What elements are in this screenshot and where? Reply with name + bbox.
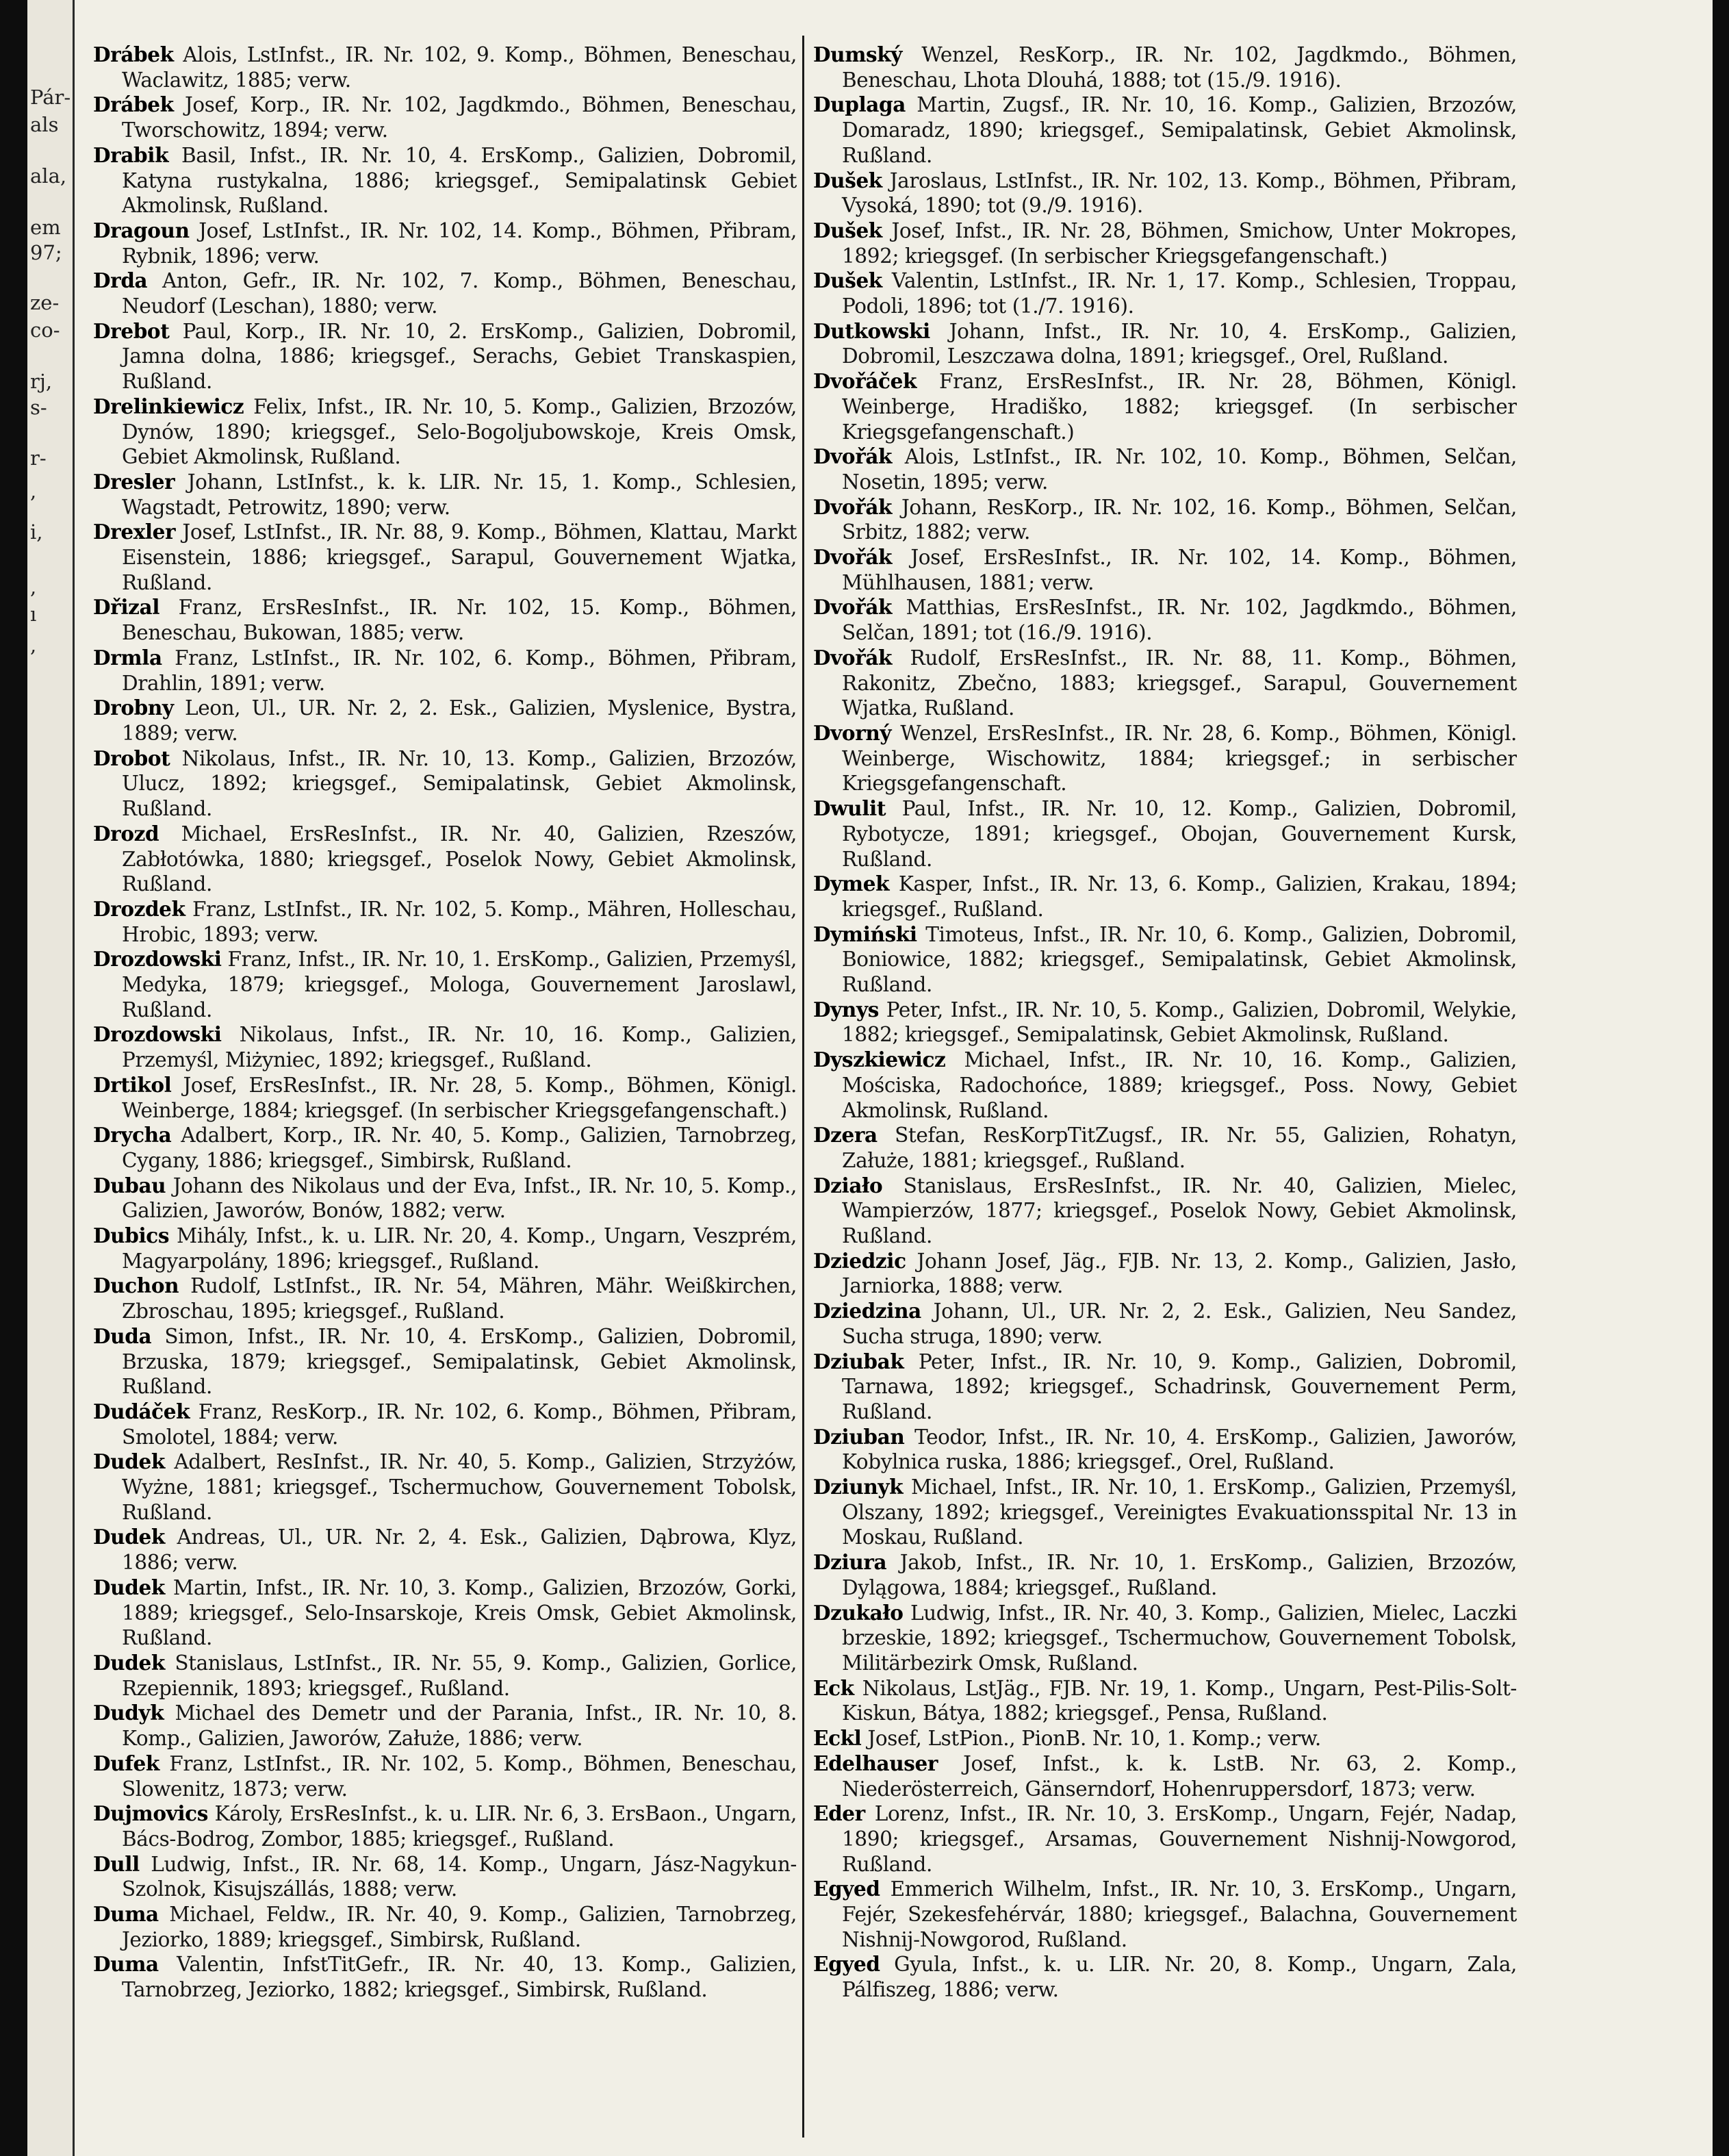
entry-details: Johann des Nikolaus und der Eva, Infst., IR. Nr. 10, 5. Komp., Galizien, Jaworów, Bonów, 1882; verw. [122,1174,797,1223]
entry-details: Josef, ErsResInfst., IR. Nr. 102, 14. Komp., Böhmen, Mühlhausen, 1881; verw. [842,546,1517,594]
entry-surname: Dujmovics [93,1801,208,1826]
entry-surname: Dubau [93,1173,166,1197]
entry-details: Michael, ErsResInfst., IR. Nr. 40, Galizien, Rzeszów, Zabłotówka, 1880; kriegsgef., Poselok Nowy, Gebiet Akmolinsk, Rußland. [122,822,797,896]
entry-details: Peter, Infst., IR. Nr. 10, 5. Komp., Galizien, Dobromil, Welykie, 1882; kriegsgef., Semipalatinsk, Gebiet Akmolinsk, Rußland. [842,998,1517,1047]
entry-surname: Drtikol [93,1072,172,1097]
entry-details: Károly, ErsResInfst., k. u. LIR. Nr. 6, 3. ErsBaon., Ungarn, Bács-Bodrog, Zombor, 1885; kriegsgef., Rußland. [122,1802,797,1851]
register-entry [93,897,797,947]
entry-details: Johann Josef, Jäg., FJB. Nr. 13, 2. Komp., Galizien, Jasło, Jarniorka, 1888; verw. [842,1249,1517,1298]
entry-surname: Dušek [813,218,882,242]
entry-details: Franz, Infst., IR. Nr. 10, 1. ErsKomp., Galizien, Przemyśl, Medyka, 1879; kriegsgef., Mologa, Gouvernement Jaroslawl, Rußland. [122,948,797,1022]
register-entry [93,1902,797,1952]
entry-surname: Duchon [93,1273,179,1298]
register-entry [93,1575,797,1651]
entry-details: Valentin, InfstTitGefr., IR. Nr. 40, 13. Komp., Galizien, Tarnobrzeg, Jeziorko, 1882; kriegsgef., Simbirsk, Rußland. [122,1953,797,2002]
entry-surname: Dwulit [813,796,886,821]
entry-details: Timoteus, Infst., IR. Nr. 10, 6. Komp., Galizien, Dobromil, Boniowice, 1882; kriegsgef., Semipalatinsk, Gebiet Akmolinsk, Rußland. [842,922,1517,997]
paper-sheet [27,0,1713,2156]
entry-surname: Drábek [93,92,174,117]
entry-surname: Eck [813,1675,854,1700]
register-entry [93,1449,797,1525]
entry-details: Alois, LstInfst., IR. Nr. 102, 10. Komp., Böhmen, Selčan, Nosetin, 1895; verw. [842,445,1517,494]
entry-surname: Dyszkiewicz [813,1048,946,1072]
entry-surname: Drozdek [93,896,185,921]
entry-surname: Dumský [813,42,903,66]
entry-surname: Dudyk [93,1701,164,1725]
register-entry [93,143,797,218]
register-entry [813,1952,1517,2002]
register-entry [813,1425,1517,1475]
entry-details: Peter, Infst., IR. Nr. 10, 9. Komp., Galizien, Dobromil, Tarnawa, 1892; kriegsgef., Schadrinsk, Gouvernement Perm, Rußland. [842,1349,1517,1423]
entry-surname: Dudáček [93,1399,190,1423]
entry-details: Johann, Ul., UR. Nr. 2, 2. Esk., Galizien, Neu Sandez, Sucha struga, 1890; verw. [842,1299,1517,1348]
entry-surname: Dubics [93,1223,170,1248]
entry-details: Josef, ErsResInfst., IR. Nr. 28, 5. Komp., Böhmen, Königl. Weinberge, 1884; kriegsgef. (In serbischer Kriegsgefangenschaft.) [122,1073,797,1122]
entry-surname: Eckl [813,1726,862,1751]
entry-details: Gyula, Infst., k. u. LIR. Nr. 20, 8. Komp., Ungarn, Zala, Pálfiszeg, 1886; verw. [842,1953,1517,2002]
register-entry [813,1877,1517,1952]
entry-details: Franz, ResKorp., IR. Nr. 102, 6. Komp., Böhmen, Přibram, Smolotel, 1884; verw. [122,1399,797,1449]
register-entry [813,218,1517,268]
margin-fragment: s- [30,396,47,419]
entry-surname: Drobot [93,746,170,770]
entry-details: Josef, LstInfst., IR. Nr. 102, 14. Komp., Böhmen, Přibram, Rybnik, 1896; verw. [122,218,797,268]
register-entry [813,998,1517,1048]
entry-surname: Drozd [93,821,159,846]
register-entry [813,1299,1517,1349]
entry-surname: Edelhauser [813,1751,938,1775]
entry-details: Adalbert, Korp., IR. Nr. 40, 5. Komp., Galizien, Tarnobrzeg, Cygany, 1886; kriegsgef., Simbirsk, Rußland. [122,1124,797,1172]
register-entry [813,1801,1517,1877]
register-entry [813,1676,1517,1726]
entry-surname: Dvořák [813,494,893,519]
register-entry [93,1701,797,1751]
right-column [813,42,1517,2124]
register-entry [93,1399,797,1449]
entry-details: Anton, Gefr., IR. Nr. 102, 7. Komp., Böhmen, Beneschau, Neudorf (Leschan), 1880; verw. [122,269,797,318]
register-entry [813,1174,1517,1249]
entry-details: Franz, ErsResInfst., IR. Nr. 102, 15. Komp., Böhmen, Beneschau, Bukowan, 1885; verw. [122,596,797,645]
entry-details: Josef, Infst., k. k. LstB. Nr. 63, 2. Komp., Niederösterreich, Gänserndorf, Hohenruppersdorf, 1873; verw. [842,1751,1517,1801]
margin-fragment: 97; [30,241,62,264]
register-entry [93,470,797,520]
entry-details: Josef, Korp., IR. Nr. 102, Jagdkmdo., Böhmen, Beneschau, Tworschowitz, 1894; verw. [122,93,797,142]
entry-surname: Dudek [93,1575,165,1599]
entry-surname: Dziunyk [813,1475,904,1499]
entry-details: Kasper, Infst., IR. Nr. 13, 6. Komp., Galizien, Krakau, 1894; kriegsgef., Rußland. [842,872,1517,921]
entry-details: Valentin, LstInfst., IR. Nr. 1, 17. Komp., Schlesien, Troppau, Podoli, 1896; tot (1./7. 1916). [842,269,1517,318]
entry-details: Franz, LstInfst., IR. Nr. 102, 5. Komp., Böhmen, Beneschau, Slowenitz, 1873; verw. [122,1751,797,1801]
register-entry [93,822,797,897]
entry-surname: Drozdowski [93,1022,222,1047]
margin-fragment: ze- [30,291,60,314]
register-entry [93,646,797,696]
entry-details: Emmerich Wilhelm, Infst., IR. Nr. 10, 3. ErsKomp., Ungarn, Fejér, Szekesfehérvár, 1880; kriegsgef., Balachna, Gouvernement Nishnij-Nowgorod, Rußland. [842,1877,1517,1951]
entry-details: Franz, ErsResInfst., IR. Nr. 28, Böhmen, Königl. Weinberge, Hradiško, 1882; kriegsgef. (In serbischer Kriegsgefangenschaft.) [842,370,1517,444]
entry-surname: Dziubak [813,1349,904,1373]
entry-surname: Dutkowski [813,318,930,343]
register-entry [813,545,1517,595]
entry-surname: Dziuban [813,1424,905,1449]
entry-surname: Dvorný [813,720,892,745]
register-entry [813,1349,1517,1425]
entry-surname: Dudek [93,1449,165,1474]
register-entry [93,520,797,595]
entry-surname: Drelinkiewicz [93,394,244,418]
margin-fragment: r- [30,446,47,470]
register-entry [813,1550,1517,1600]
adjacent-page-margin [27,0,75,2156]
register-entry [813,1475,1517,1550]
entry-details: Nikolaus, LstJäg., FJB. Nr. 19, 1. Komp., Ungarn, Pest-Pilis-Solt-Kiskun, Bátya, 1882; kriegsgef., Pensa, Rußland. [842,1676,1517,1725]
margin-fragment: ala, [30,164,67,188]
entry-surname: Dymiński [813,922,917,946]
entry-details: Jaroslaus, LstInfst., IR. Nr. 102, 13. Komp., Böhmen, Přibram, Vysoká, 1890; tot (9./9. 1916). [842,168,1517,218]
register-entry [813,319,1517,369]
entry-surname: Dragoun [93,218,190,242]
entry-details: Paul, Korp., IR. Nr. 10, 2. ErsKomp., Galizien, Dobromil, Jamna dolna, 1886; kriegsgef., Serachs, Gebiet Transkaspien, Rußland. [122,319,797,394]
entry-details: Michael, Feldw., IR. Nr. 40, 9. Komp., Galizien, Tarnobrzeg, Jeziorko, 1889; kriegsgef., Simbirsk, Rußland. [122,1903,797,1951]
register-entry [93,1324,797,1399]
column-divider [802,36,804,2138]
entry-details: Nikolaus, Infst., IR. Nr. 10, 16. Komp., Galizien, Przemyśl, Miżyniec, 1892; kriegsgef., Rußland. [122,1023,797,1072]
entry-surname: Dull [93,1851,140,1876]
entry-details: Matthias, ErsResInfst., IR. Nr. 102, Jagdkmdo., Böhmen, Selčan, 1891; tot (16./9. 1916). [842,596,1517,645]
register-entry [813,42,1517,92]
register-entry [813,872,1517,922]
entry-surname: Drobny [93,696,174,720]
register-entry [93,1651,797,1701]
entry-details: Basil, Infst., IR. Nr. 10, 4. ErsKomp., Galizien, Dobromil, Katyna rustykalna, 1886; kriegsgef., Semipalatinsk Gebiet Akmolinsk, Rußland. [122,143,797,218]
margin-fragment: , [30,575,37,598]
entry-surname: Duma [93,1902,159,1927]
entry-surname: Eder [813,1801,865,1826]
entry-details: Andreas, Ul., UR. Nr. 2, 4. Esk., Galizien, Dąbrowa, Klyz, 1886; verw. [122,1525,797,1575]
entry-details: Franz, LstInfst., IR. Nr. 102, 5. Komp., Mähren, Holleschau, Hrobic, 1893; verw. [122,897,797,946]
entry-details: Stanislaus, LstInfst., IR. Nr. 55, 9. Komp., Galizien, Gorlice, Rzepiennik, 1893; kriegsgef., Rußland. [122,1651,797,1700]
entry-surname: Dzukało [813,1600,904,1625]
entry-details: Simon, Infst., IR. Nr. 10, 4. ErsKomp., Galizien, Dobromil, Brzuska, 1879; kriegsgef., Semipalatinsk, Gebiet Akmolinsk, Rußland. [122,1324,797,1399]
entry-surname: Dufek [93,1751,159,1775]
entry-surname: Dymek [813,872,890,896]
register-entry [813,444,1517,494]
margin-fragment: em [30,216,61,239]
register-entry [93,1525,797,1575]
register-entry [813,268,1517,318]
entry-details: Wenzel, ResKorp., IR. Nr. 102, Jagdkmdo., Böhmen, Beneschau, Lhota Dlouhá, 1888; tot (15./9. 1916). [842,43,1517,92]
register-entry [93,947,797,1022]
entry-surname: Dynys [813,997,879,1022]
entry-details: Michael, Infst., IR. Nr. 10, 1. ErsKomp., Galizien, Przemyśl, Olszany, 1892; kriegsgef., Vereinigtes Evakuationsspital Nr. 13 in Moskau, Rußland. [842,1475,1517,1549]
entry-surname: Dudek [93,1525,165,1549]
entry-details: Alois, LstInfst., IR. Nr. 102, 9. Komp., Böhmen, Beneschau, Waclawitz, 1885; verw. [122,43,797,92]
entry-surname: Drexler [93,520,176,544]
entry-details: Wenzel, ErsResInfst., IR. Nr. 28, 6. Komp., Böhmen, Königl. Weinberge, Wischowitz, 1884; kriegsgef.; in serbischer Kriegsgefangenschaft. [842,721,1517,796]
entry-surname: Dziura [813,1550,887,1575]
register-entry [93,696,797,746]
left-column [93,42,797,2124]
entry-surname: Duma [93,1952,159,1977]
entry-surname: Dvořák [813,444,893,469]
entry-details: Michael, Infst., IR. Nr. 10, 16. Komp., Galizien, Mościska, Radochońce, 1889; kriegsgef., Poss. Nowy, Gebiet Akmolinsk, Rußland. [842,1048,1517,1122]
register-entry [813,1726,1517,1751]
entry-surname: Dziedzic [813,1248,906,1273]
entry-surname: Dvořák [813,645,893,670]
entry-details: Johann, LstInfst., k. k. LIR. Nr. 15, 1. Komp., Schlesien, Wagstadt, Petrowitz, 1890; verw. [122,470,797,519]
entry-surname: Drebot [93,318,170,343]
entry-surname: Dřizal [93,595,160,620]
entry-details: Lorenz, Infst., IR. Nr. 10, 3. ErsKomp., Ungarn, Fejér, Nadap, 1890; kriegsgef., Arsamas, Gouvernement Nishnij-Nowgorod, Rußland. [842,1802,1517,1876]
entry-surname: Dzera [813,1123,878,1147]
margin-fragment: , [30,479,37,503]
entry-details: Josef, Infst., IR. Nr. 28, Böhmen, Smichow, Unter Mokropes, 1892; kriegsgef. (In serbischer Kriegsgefangenschaft.) [842,218,1517,268]
register-entry [93,1123,797,1173]
entry-details: Michael des Demetr und der Parania, Infst., IR. Nr. 10, 8. Komp., Galizien, Jaworów, Załuże, 1886; verw. [122,1701,797,1751]
entry-details: Felix, Infst., IR. Nr. 10, 5. Komp., Galizien, Brzozów, Dynów, 1890; kriegsgef., Selo-Bogoljubowskoje, Kreis Omsk, Gebiet Akmolinsk, Rußland. [122,394,797,469]
entry-surname: Drmla [93,645,162,670]
entry-details: Mihály, Infst., k. u. LIR. Nr. 20, 4. Komp., Ungarn, Veszprém, Magyarpolány, 1896; kriegsgef., Rußland. [122,1224,797,1273]
entry-surname: Drábek [93,42,174,66]
entry-details: Josef, LstPion., PionB. Nr. 10, 1. Komp.; verw. [861,1727,1321,1751]
scan-border [1713,0,1729,2156]
entry-details: Rudolf, LstInfst., IR. Nr. 54, Mähren, Mähr. Weißkirchen, Zbroschau, 1895; kriegsgef., Rußland. [122,1274,797,1323]
entry-surname: Dušek [813,168,882,192]
entry-details: Stanislaus, ErsResInfst., IR. Nr. 40, Galizien, Mielec, Wampierzów, 1877; kriegsgef., Poselok Nowy, Gebiet Akmolinsk, Rußland. [842,1174,1517,1248]
entry-surname: Dušek [813,268,882,293]
register-entry [93,595,797,645]
entry-details: Leon, Ul., UR. Nr. 2, 2. Esk., Galizien, Myslenice, Bystra, 1889; verw. [122,696,797,745]
register-entry [813,168,1517,218]
margin-fragment: , [30,633,37,657]
margin-fragment: Pár- [30,86,71,109]
entry-details: Ludwig, Infst., IR. Nr. 40, 3. Komp., Galizien, Mielec, Laczki brzeskie, 1892; kriegsgef., Tschermuchow, Gouvernement Tobolsk, Militärbezirk Omsk, Rußland. [842,1601,1517,1675]
register-entry [93,1273,797,1323]
entry-surname: Działo [813,1173,883,1197]
entry-surname: Duda [93,1323,152,1348]
register-entry [93,394,797,470]
entry-details: Josef, LstInfst., IR. Nr. 88, 9. Komp., Böhmen, Klattau, Markt Eisenstein, 1886; kriegsgef., Sarapul, Gouvernement Wjatka, Rußland. [122,520,797,594]
register-entry [93,319,797,394]
register-entry [813,646,1517,721]
register-entry [93,1174,797,1223]
entry-details: Paul, Infst., IR. Nr. 10, 12. Komp., Galizien, Dobromil, Rybotycze, 1891; kriegsgef., Obojan, Gouvernement Kursk, Rußland. [842,797,1517,871]
entry-details: Johann, ResKorp., IR. Nr. 102, 16. Komp., Böhmen, Selčan, Srbitz, 1882; verw. [842,495,1517,544]
register-entry [93,1223,797,1273]
register-entry [93,218,797,268]
entry-surname: Drozdowski [93,947,222,972]
entry-details: Nikolaus, Infst., IR. Nr. 10, 13. Komp., Galizien, Brzozów, Ulucz, 1892; kriegsgef., Semipalatinsk, Gebiet Akmolinsk, Rußland. [122,746,797,821]
entry-details: Teodor, Infst., IR. Nr. 10, 4. ErsKomp., Galizien, Jaworów, Kobylnica ruska, 1886; kriegsgef., Orel, Rußland. [842,1425,1517,1474]
register-entry [93,1801,797,1851]
entry-surname: Drabik [93,142,169,167]
entry-details: Adalbert, ResInfst., IR. Nr. 40, 5. Komp., Galizien, Strzyżów, Wyżne, 1881; kriegsgef., Tschermuchow, Gouvernement Tobolsk, Rußland. [122,1450,797,1524]
register-entry [93,92,797,142]
register-entry [93,1852,797,1902]
entry-surname: Dresler [93,469,175,494]
register-entry [813,1048,1517,1123]
register-entry [93,268,797,318]
register-entry [813,92,1517,168]
register-entry [813,1123,1517,1173]
margin-fragment: i, [30,520,43,544]
entry-surname: Drycha [93,1123,172,1147]
register-entry [813,1249,1517,1299]
register-entry [813,922,1517,998]
entry-surname: Drda [93,268,148,293]
register-entry [813,1751,1517,1801]
entry-surname: Dvořák [813,545,893,570]
entry-surname: Dudek [93,1651,165,1675]
entry-surname: Dvořák [813,595,893,620]
register-entry [813,796,1517,872]
register-entry [93,746,797,822]
margin-fragment: als [30,113,59,136]
register-entry [93,1022,797,1072]
register-entry [813,721,1517,796]
margin-fragment: co- [30,318,60,342]
entry-details: Jakob, Infst., IR. Nr. 10, 1. ErsKomp., Galizien, Brzozów, Dylągowa, 1884; kriegsgef., Rußland. [842,1551,1517,1599]
entry-details: Franz, LstInfst., IR. Nr. 102, 6. Komp., Böhmen, Přibram, Drahlin, 1891; verw. [122,646,797,695]
entry-details: Martin, Infst., IR. Nr. 10, 3. Komp., Galizien, Brzozów, Gorki, 1889; kriegsgef., Selo-Insarskoje, Kreis Omsk, Gebiet Akmolinsk, Rußland. [122,1575,797,1650]
register-entry [813,1601,1517,1676]
register-entry [93,1073,797,1123]
entry-surname: Dvořáček [813,369,917,394]
entry-surname: Egyed [813,1877,880,1901]
entry-surname: Dziedzina [813,1299,921,1323]
entry-details: Ludwig, Infst., IR. Nr. 68, 14. Komp., Ungarn, Jász-Nagykun-Szolnok, Kisujszállás, 1888; verw. [122,1852,797,1901]
entry-details: Martin, Zugsf., IR. Nr. 10, 16. Komp., Galizien, Brzozów, Domaradz, 1890; kriegsgef., Semipalatinsk, Gebiet Akmolinsk, Rußland. [842,93,1517,167]
entry-surname: Duplaga [813,92,906,117]
register-entry [93,1751,797,1801]
register-entry [93,42,797,92]
entry-surname: Egyed [813,1952,880,1977]
entry-details: Stefan, ResKorpTitZugsf., IR. Nr. 55, Galizien, Rohatyn, Załuże, 1881; kriegsgef., Rußland. [842,1124,1517,1172]
register-entry [813,595,1517,645]
register-entry [93,1952,797,2002]
register-entry [813,495,1517,545]
entry-details: Rudolf, ErsResInfst., IR. Nr. 88, 11. Komp., Böhmen, Rakonitz, Zbečno, 1883; kriegsgef., Sarapul, Gouvernement Wjatka, Rußland. [842,646,1517,720]
entry-details: Johann, Infst., IR. Nr. 10, 4. ErsKomp., Galizien, Dobromil, Leszczawa dolna, 1891; kriegsgef., Orel, Rußland. [842,319,1517,368]
margin-fragment: rj, [30,370,53,393]
margin-fragment: ı [30,603,37,626]
register-entry [813,369,1517,444]
